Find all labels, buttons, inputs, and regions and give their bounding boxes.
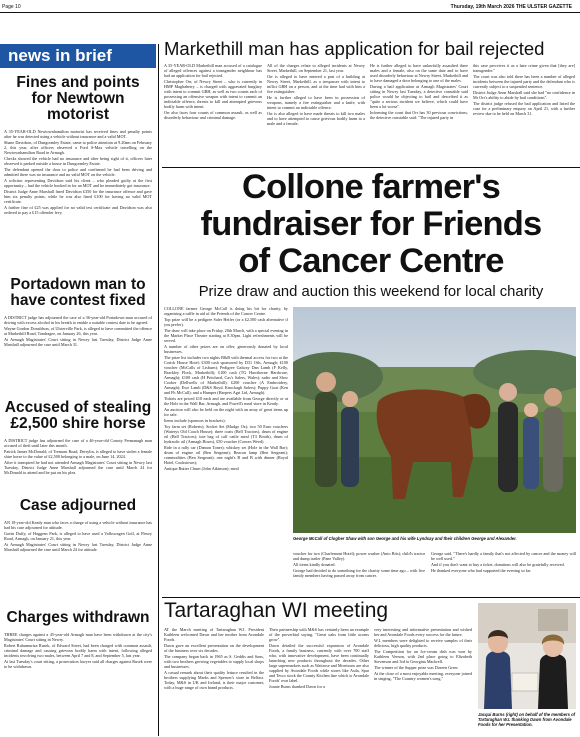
brief-4-body: AN 18-year-old Keady man who faces a charge of using a vehicle without insurance has had his case adjourned for attitude. Gavin Duffy, of Haggens Park, is alleged to have used a Volkswagen Golf, at Fleury Road, Armagh, on January 21, this year. At Armagh Magistrates' Court sitting in Newry last Tuesday, District Judge Anne Marshall adjourned the case until March 24 for attitude. (4, 520, 152, 552)
farmer-photo-caption: George McCall of Clogher Shaw with son George and his wife Lyndsay and their children George and Alexander. (293, 536, 517, 541)
tartaraghan-col-3: very interesting and informative presentation and wished her and Avondale Foods every success for the future. W.I. members were delighted to receive samples of their delicious, high quality products. The Competition for an Ice-cream dish was won by Kathleen Vernon, with 2nd place going to Elizabeth Stevenson and 3rd to Georgina Mackrell. The winner of the Supper prize was Doreen Greer. At the close of a most enjoyable meeting, everyone joined in singing, "The Country women's song." (374, 627, 472, 681)
brief-5 (4, 610, 152, 670)
collone-col-2: voucher for two (Charlemont Hotel); power washer (Anto Bits); child's tractor and dump trailer (Pane Valley). All items kindly donated. George had decided to do something for the charity some time ago – with five family members having passed away from cancer. (293, 551, 425, 578)
wi-meeting-photo (478, 603, 576, 709)
farmer-photo-image (293, 307, 576, 533)
header-rule (0, 12, 580, 13)
brief-3 (4, 400, 152, 476)
collone-headline: Collone farmer's fundraiser for Friends of Cancer Centre (200, 168, 542, 280)
brief-2-body: A DISTRICT judge has adjourned the case of a 36-year-old Portadown man accused of driving with excess alcohol in his breath to enable a suitable contest date to be agreed. Wayne Gordon Donaldson, of Ulsterville Park, is alleged to have committed the offence at Markethill Road, Tandragee, on January 26, this year. At Armagh Magistrates' Court sitting in Newry last Tuesday, District Judge Anne Marshall adjourned the case until March 31. (4, 315, 152, 347)
brief-3-body: A DISTRICT judge has adjourned the case of a 46-year-old County Fermanagh man accused of theft until later this month. Patrick James McDonald, of Tremont Road, Derrylin, is alleged to have stolen a female shire horse to the value of £2,500 belonging to a male, on June 14, 2024. After it transpired he had not attended Armagh Magistrates' Court sitting in Newry last Tuesday, District Judge Anne Marshall adjourned the case until March 24 for McDonald to attend and be put on his plea. (4, 438, 152, 475)
farmer-family-photo (293, 307, 576, 533)
brief-4-headline: Case adjourned (19, 497, 137, 514)
markethill-col-3: He is further alleged to have unlawfully assaulted three males and a female, also on the same date and to have used disorderly behaviour at Newry Street, Markethill and to have damaged a door belonging to one of the males. During a bail application at Armagh Magistrates' Court sitting in Newry last Tuesday, a detective constable said police would be objecting to bail and described it as "quite a serious incident we believe, which could have been a lot worse". Informing the court that Orr has 30 previous convictions, the detective constable said: "The injured party in (370, 63, 468, 120)
page-number: Page 10 (2, 4, 21, 10)
brief-1-headline: Fines and points for Newtown motorist (16, 74, 140, 123)
brief-5-body: THREE charges against a 45-year-old Armagh man have been withdrawn at the city's Magistrates' Court sitting in Newry. Robert Ruhumuriza Rusek, of Edward Street, had been charged with common assault, criminal damage and causing grievous bodily harm with intent, following alleged incidents involving two males, between April 7 and 8, and September 5, last year. At last Tuesday's court sitting, a prosecution lawyer said all charges against Rusek were to be withdrawn. (4, 632, 152, 669)
collone-col-3: George said, "There's hardly a family that's not affected by cancer and the money will be well used." And if you don't want to buy a ticket, donations will also be gratefully received. He thanked everyone who had supported the evening so far. (431, 551, 576, 573)
wi-photo-image (478, 603, 576, 709)
brief-3-headline: Accused of stealing £2,500 shire horse (4, 399, 152, 432)
collone-col-1: COLLONE farmer George McCall is doing his bit for charity, by organising a raffle in aid of the Friends of the Cancer Centre. Top prize will be a pedigree Saler Heifer (or a £2,500 cash alternative if you prefer). The draw will take place on Friday, 20th March, with a special evening in the Market Place Theatre starting at 8.30pm. Light refreshments will be served. A number of other prizes are on offer, generously donated by local businesses. The prize list includes two nights B&B with thermal access for two at the Corick House Hotel; £300 cash sponsored by D31 Oils, Armagh; £100 voucher (McCalls of Lisburn); Pedigree Galway Dan Lamb (F Kelly, Brackley Flock, Markethill); £100 cash (TG Hawthorne Hardware, Armagh); £100 cash (H Pritchard, Cas's Salers, Wales); radio and Slow Cooker (Dellwells of Markethill); £200 voucher (A Embroidery, Armagh); Ewe Lamb (D&S Boyd, Knockagh Salers); Puppy Goat (Ken and Fh McCall); and a Hamper (Harpers Agri Ltd, Armagh). Tickets are priced £10 each and are available from George directly or at the Hole in the Wall Bar, Armagh, and Powell's meal store in Keady. An auction will also be held on the night with an array of great items up for sale. Items include (sponsors in brackets): Toy farm set (Roberts); Socket Set (Mudge Oz); two 50 Euro vouchers (Waterys Old Coach House); three coats (Bell Tractors), drum of engine oil (Bell Tractors); tote bag of calf cattle meal (T3 Booth), drum of hydraulic oil (Armagh Hoses), £50 voucher (Conors Weed). Ride in a rally car (Damon Toner); whiskey set (Hole in the Wall Bar); drum of engine oil (Ben Sergeant); Beacon lamp (Ben Sergeant); commodities (Ben Sergeant); one night's B and B with dinner (Royal Hotel, Cookstown); Antique Butter Churn (John Atkinson); meal (164, 306, 288, 471)
sidebar-divider (158, 44, 159, 736)
news-in-brief-title: news in brief (8, 46, 112, 65)
brief-2 (4, 277, 152, 348)
tartaraghan-headline: Tartaraghan WI meeting (164, 599, 389, 622)
brief-1 (4, 75, 152, 216)
brief-4 (4, 498, 152, 553)
tartaraghan-col-2: Their partnership with M&S has certainly been an example of the proverbial saying, "Great oaks from little acorns grow". Dawn detailed the successful expansion of Avondale Foods, a family business, currently with over 700 staff who, with innovative development, have been continually launching new products throughout the decades. Other large supermarkets such as Waitrose and Morrisons are also supplied by Avondale Foods while stores like Asda, Spar and Tesco stock the County Kitchen line which is Avondale Foods' own label. Joanie Burns thanked Dawn for a (269, 627, 369, 689)
tartaraghan-col-1: AT the March meeting of Tartaraghan W.I. President Kathleen welcomed Dawn and her mother from Avondale Foods. Dawn gave an excellent presentation on the development of the business over six decades. The company began back in 1965 as S. Geddis and Sons, with two brothers growing vegetables to supply local shops and businesses. A casual remark about their quality lettuce resulted in the brothers supplying Marks and Spencer's store in Belfast. Today, M&S in UK and Ireland, is their major customer, with a huge range of own brand products. (164, 627, 264, 690)
markethill-col-2: All of the charges relate to alleged incidents at Newry Street, Markethill, on September 21, last year. Orr is alleged to have entered a part of a building at Newry Street, Markethill, as a trespasser with intent to inflict GBH on a person, and at the time had with him a fire extinguisher. He is further alleged to have been in possession of weapons, namely a fire extinguisher and a knife, with intent to commit an indictable offence. Orr is also alleged to have made threats to kill two males and to have attempted to cause grievous bodily harm to a male and a female. (267, 63, 365, 126)
brief-2-headline: Portadown man to have contest fixed (10, 276, 146, 309)
markethill-headline: Markethill man has application for bail rejected (164, 38, 545, 59)
collone-subhead: Prize draw and auction this weekend for local charity (198, 284, 544, 300)
markethill-col-4: this case perceives it as a hate crime given that [they are] transgender." The court was also told there has been a number of alleged incidents between the injured party and the defendant who is currently subject to a suspended sentence. District Judge Anne Marshall said she had "no confidence in Mr Orr's ability to abide by bail conditions". The district judge refused the bail application and listed the case for a preliminary enquiry on April 21, with a further review due to be held on March 31. (473, 63, 575, 116)
markethill-col-1: A 35-YEAR-OLD Markethill man accused of a catalogue of alleged offences against a transgender neighbour has had an application for bail rejected. Christopher Orr, of Newry Street – who is currently in HMP Maghaberry – is charged with aggravated burglary with intent to commit GBH, as well as two counts each of possessing an offensive weapon with intent to commit an indictable offence, threats to kill and attempted grievous bodily harm with intent. Orr also faces four counts of common assault, as well as disorderly behaviour and criminal damage. (164, 63, 262, 120)
brief-5-headline: Charges withdrawn (6, 609, 150, 626)
brief-1-body: A 35-YEAR-OLD Newtownhamilton motorist has received fines and penalty points after he was detected using a vehicle without insurance and a valid MOT. Shane Davidson, of Dungormley Estate, came to police attention at 9.20am on February 2, this year, after officers observed a Ford S-Max vehicle travelling on the Newtownhamilton Road in Armagh. Checks showed the vehicle had no insurance and after being sight of it, officers later observed it parked outside a house in Dungormley Estate. The defendant opened the door to police and confirmed he had been driving and admitted there was no insurance and no valid MOT on the vehicle. A solicitor representing Davidson said his client – who pleaded guilty at the first opportunity – had the vehicle booked in for an MOT and he immediately got insurance. District Judge Anne Marshall fined Davidson £350 for the insurance offence and gave him six penalty points, while he was also fined £100 for having no valid MOT certificate. A further fine of £25 was applied for no valid test certificate and Davidson was also ordered to pay a £15 offender levy. (4, 129, 152, 215)
wi-photo-caption: Jacqui Burns (right) on behalf of the members of Tartaraghan W.I. thanking Dawn from Avondale Foods for her Presentation. (478, 712, 576, 727)
dateline: Thursday, 19th March 2026 THE ULSTER GAZETTE (450, 4, 572, 10)
